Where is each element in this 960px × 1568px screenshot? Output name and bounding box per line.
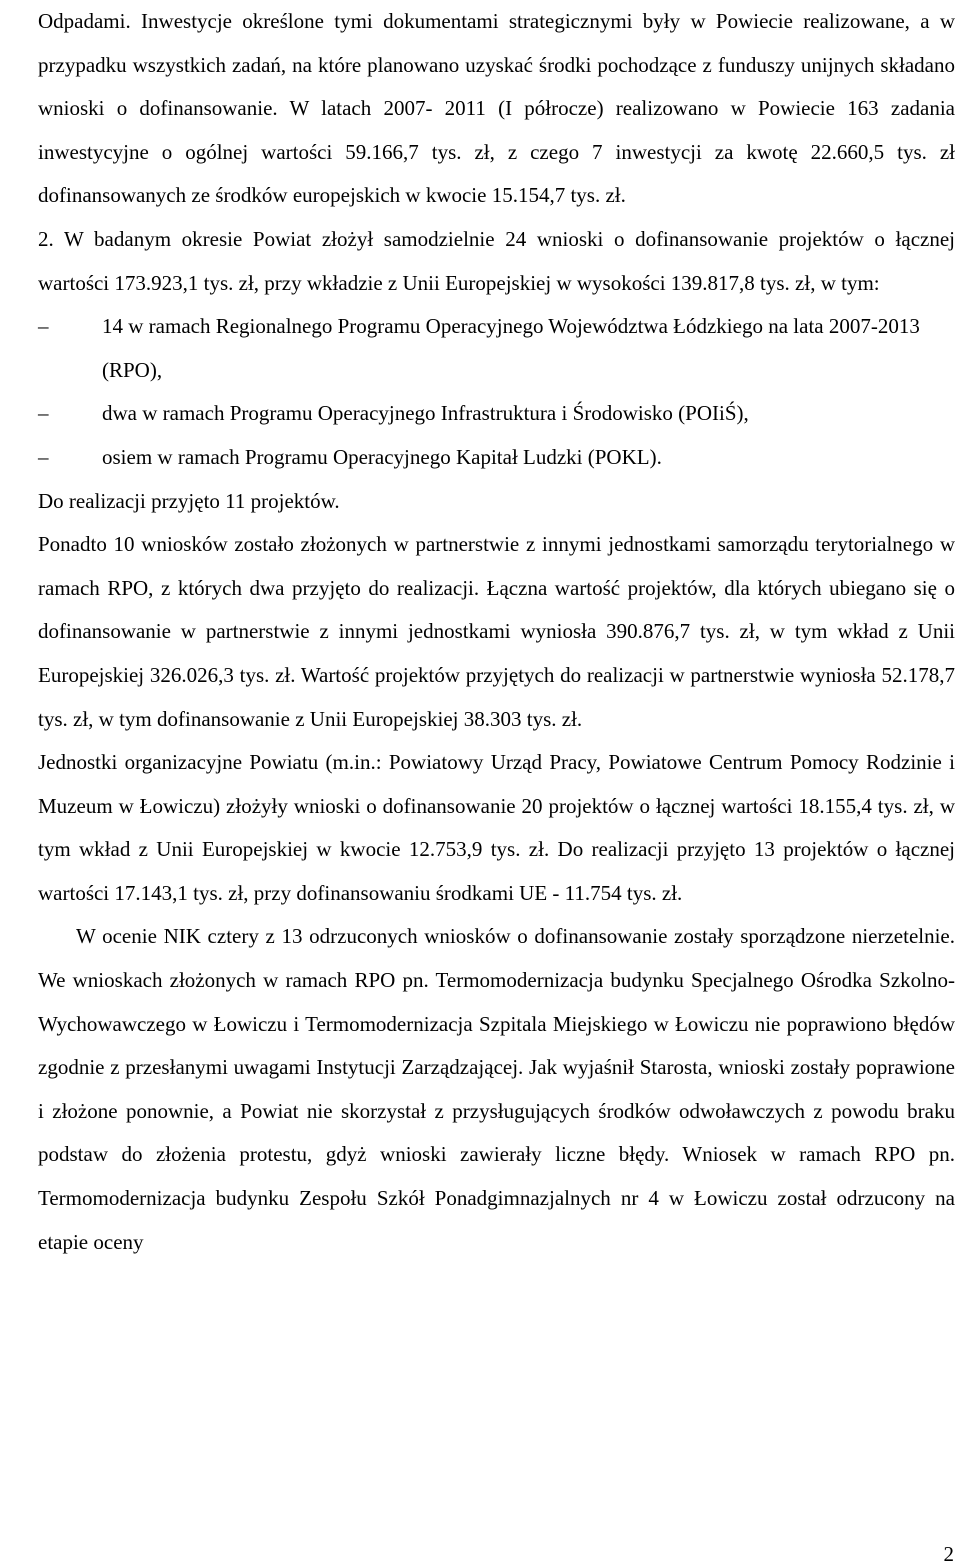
list-item-text: 14 w ramach Regionalnego Programu Operacyjnego Województwa Łódzkiego na lata 2007-2013 (RPO), xyxy=(102,314,920,382)
dash-bullet: – xyxy=(38,401,49,426)
list-item xyxy=(38,436,955,480)
paragraph-1: Odpadami. Inwestycje określone tymi dokumentami strategicznymi były w Powiecie realizowane, a w przypadku wszystkich zadań, na które planowano uzyskać środki pochodzące z funduszy unijnych składano wnioski o dofinansowanie. W latach 2007- 2011 (I półrocze) realizowano w Powiecie 163 zadania inwestycyjne o ogólnej wartości 59.166,7 tys. zł, z czego 7 inwestycji za kwotę 22.660,5 tys. zł dofinansowanych ze środków europejskich w kwocie 15.154,7 tys. zł. xyxy=(38,9,955,208)
paragraph-6: W ocenie NIK cztery z 13 odrzuconych wniosków o dofinansowanie zostały sporządzone nierzetelnie. We wnioskach złożonych w ramach RPO pn. Termomodernizacja budynku Specjalnego Ośrodka Szkolno-Wychowawczego w Łowiczu i Termomodernizacja Szpitala Miejskiego w Łowiczu nie poprawiono błędów zgodnie z przesłanymi uwagami Instytucji Zarządzającej. Jak wyjaśnił Starosta, wnioski zostały poprawione i złożone ponownie, a Powiat nie skorzystał z przysługujących środków odwoławczych z powodu braku podstaw do złożenia protestu, gdyż wnioski zawierały liczne błędy. Wniosek w ramach RPO pn. Termomodernizacja budynku Zespołu Szkół Ponadgimnazjalnych nr 4 w Łowiczu został odrzucony na etapie oceny xyxy=(38,924,955,1254)
page-number: 2 xyxy=(943,1542,954,1566)
document-page xyxy=(38,0,955,1264)
paragraph-4: Ponadto 10 wniosków zostało złożonych w partnerstwie z innymi jednostkami samorządu terytorialnego w ramach RPO, z których dwa przyjęto do realizacji. Łączna wartość projektów, dla których ubiegano się o dofinansowanie w partnerstwie z innymi jednostkami wyniosła 390.876,7 tys. zł, w tym wkład z Unii Europejskiej 326.026,3 tys. zł. Wartość projektów przyjętych do realizacji w partnerstwie wyniosła 52.178,7 tys. zł, w tym dofinansowanie z Unii Europejskiej 38.303 tys. zł. xyxy=(38,532,955,731)
dash-bullet: – xyxy=(38,314,49,339)
dash-bullet: – xyxy=(38,444,49,469)
list-item xyxy=(38,305,955,392)
paragraph-3: Do realizacji przyjęto 11 projektów. xyxy=(38,488,340,513)
list-item-text: dwa w ramach Programu Operacyjnego Infrastruktura i Środowisko (POIiŚ), xyxy=(102,401,749,426)
list-item-text: osiem w ramach Programu Operacyjnego Kapitał Ludzki (POKL). xyxy=(102,444,662,469)
list-item xyxy=(38,392,955,436)
paragraph-5: Jednostki organizacyjne Powiatu (m.in.: Powiatowy Urząd Pracy, Powiatowe Centrum Pomocy Rodzinie i Muzeum w Łowiczu) złożyły wnioski o dofinansowanie 20 projektów o łącznej wartości 18.155,4 tys. zł, w tym wkład z Unii Europejskiej w kwocie 12.753,9 tys. zł. Do realizacji przyjęto 13 projektów o łącznej wartości 17.143,1 tys. zł, przy dofinansowaniu środkami UE - 11.754 tys. zł. xyxy=(38,750,955,905)
dash-list xyxy=(38,305,955,479)
paragraph-2: 2. W badanym okresie Powiat złożył samodzielnie 24 wnioski o dofinansowanie projektów o łącznej wartości 173.923,1 tys. zł, przy wkładzie z Unii Europejskiej w wysokości 139.817,8 tys. zł, w tym: xyxy=(38,226,955,295)
